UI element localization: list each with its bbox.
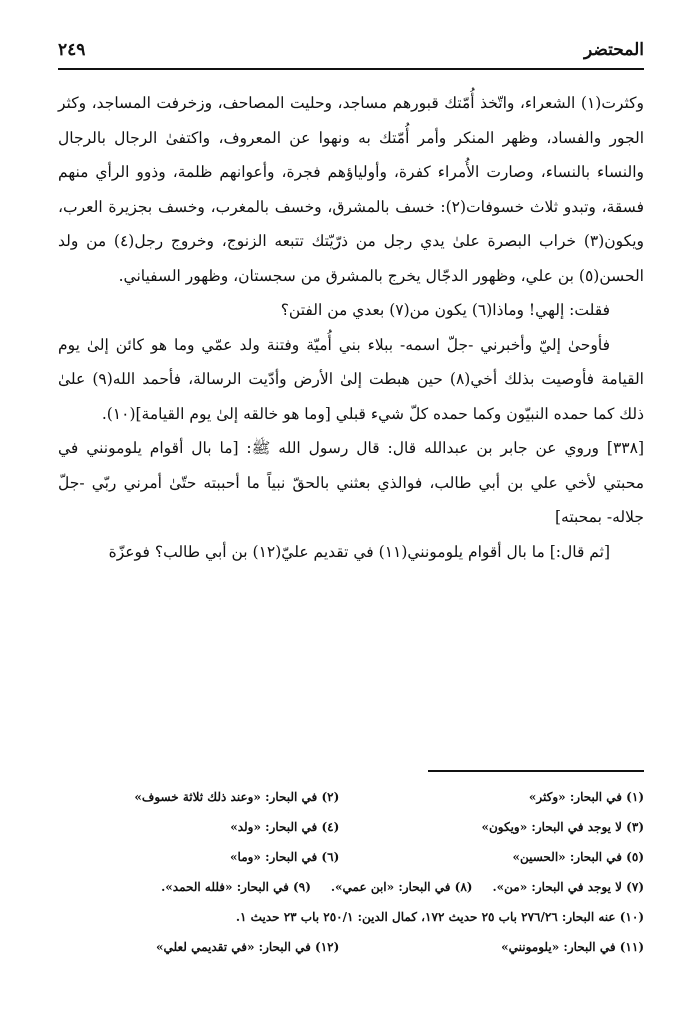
running-title: المحتضر [584, 40, 644, 60]
main-text [58, 86, 644, 569]
footnote-1: (١) في البحار: «وكثر» [528, 790, 644, 804]
page-number: ٢٤٩ [58, 40, 86, 60]
footnote-4: (٤) في البحار: «ولد» [230, 820, 340, 834]
footnote-3: (٣) لا يوجد في البحار: «ويكون» [481, 820, 644, 834]
footnote-5: (٥) في البحار: «الحسين» [512, 850, 644, 864]
paragraph-1: وكثرت(١) الشعراء، واتّخذ أُمّتك قبورهم مساجد، وحليت المصاحف، وزخرفت المساجد، وكثر الجور والفساد، وظهر المنكر وأمر أُمّتك به ونهوا عن المعروف، واكتفىٰ الرجال بالرجال والنساء بالنساء، وصارت الأُمراء كفرة، وأولياؤهم فجرة، وأعوانهم ظلمة، وذوو الرأي منهم فسقة، وتبدو ثلاث خسوفات(٢): خسف بالمشرق، وخسف بالمغرب، وخسف بجزيرة العرب، ويكون(٣) خراب البصرة علىٰ يدي رجل من ذرّيّتك تتبعه الزنوج، وخروج رجل(٤) من ولد الحسن(٥) بن علي، وظهور الدجّال يخرج بالمشرق من سجستان، وظهور السفياني. [58, 94, 644, 285]
footnote-12: (١٢) في البحار: «في تقديمي لعلي» [155, 940, 340, 954]
paragraph-4: [٣٣٨] وروي عن جابر بن عبدالله قال: قال رسول الله ﷺ: [ما بال أقوام يلومونني في محبتي لأخي علي بن أبي طالب، فوالذي بعثني بالحقّ نبياً ما أحببته حتّىٰ أمرني ربّي -جلّ جلاله- بمحبته] [58, 439, 644, 526]
footnote-11: (١١) في البحار: «يلومونني» [501, 940, 644, 954]
page-header [58, 38, 644, 70]
paragraph-5: [ثم قال:] ما بال أقوام يلومونني(١١) في تقديم عليّ(١٢) بن أبي طالب؟ فوعزّة [108, 542, 610, 561]
footnote-separator [428, 770, 644, 772]
paragraph-3: فأوحىٰ إليّ وأخبرني -جلّ اسمه- ببلاء بني أُميّة وفتنة ولد عمّي وما هو كائن إلىٰ يوم القيامة فأوصيت بذلك أخي(٨) حين هبطت إلىٰ الأرض وأدّيت الرسالة، فأحمد الله(٩) علىٰ ذلك كما حمده النبيّون وكما حمده كلّ شيء قبلي [وما هو خالقه إلىٰ يوم القيامة](١٠). [58, 335, 644, 423]
footnote-2: (٢) في البحار: «وعند ذلك ثلاثة خسوف» [134, 790, 340, 804]
footnotes [58, 782, 644, 962]
footnote-10: (١٠) عنه البحار: ٢٧٦/٢٦ باب ٢٥ حديث ١٧٢، كمال الدين: ٢٥٠/١ باب ٢٣ حديث ١. [235, 910, 644, 924]
footnote-8: (٨) في البحار: «ابن عمي». [330, 880, 473, 894]
footnote-7: (٧) لا يوجد في البحار: «من». [492, 880, 644, 894]
paragraph-2: فقلت: إلهي! وماذا(٦) يكون من(٧) بعدي من الفتن؟ [280, 301, 610, 319]
footnote-9: (٩) في البحار: «فلله الحمد». [161, 880, 311, 894]
footnote-6: (٦) في البحار: «وما» [230, 850, 340, 864]
